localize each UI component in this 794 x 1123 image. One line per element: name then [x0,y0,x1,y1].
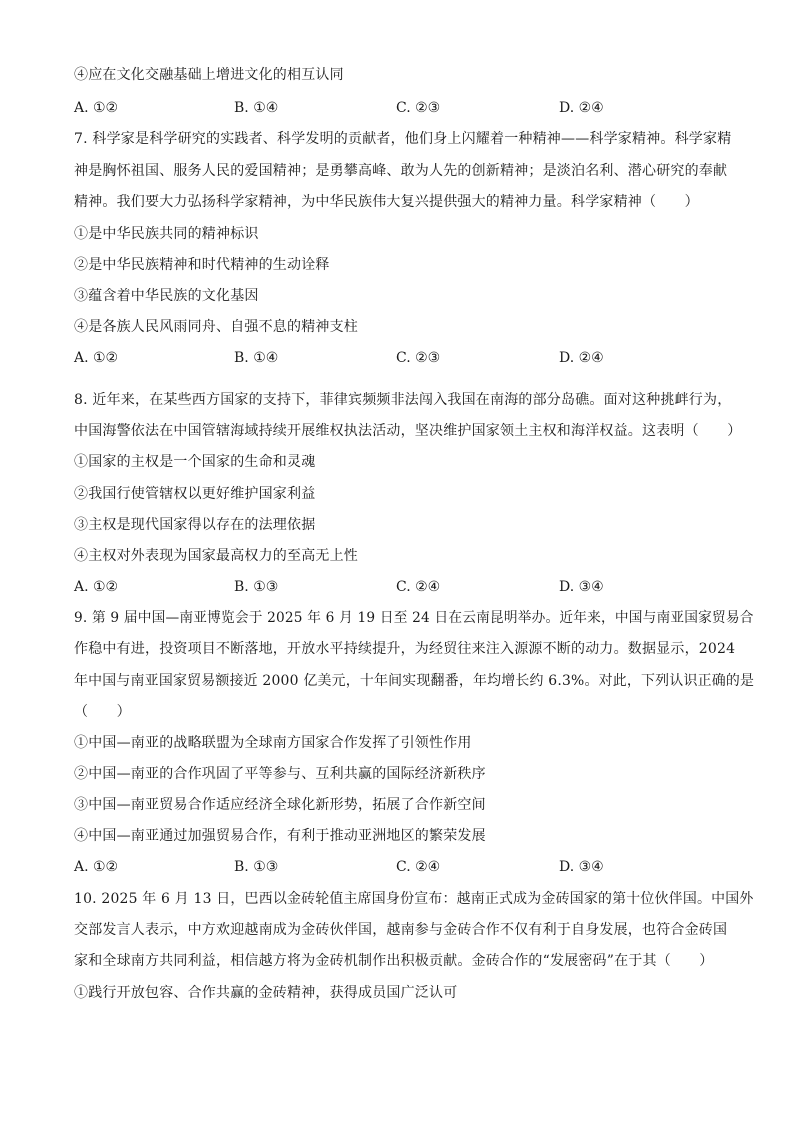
q8-item-3: ③主权是现代国家得以存在的法理依据 [74,517,316,533]
q7-option-a: A. ①② [74,350,119,366]
q10-stem-line-2: 交部发言人表示，中方欢迎越南成为金砖伙伴国，越南参与金砖合作不仅有利于自身发展，也符合金砖国 [74,922,728,938]
q9-item-3: ③中国—南亚贸易合作适应经济全球化新形势，拓展了合作新空间 [74,797,486,813]
q6-option-b: B. ①④ [234,100,279,116]
q8-option-a: A. ①② [74,579,119,595]
q9-item-1: ①中国—南亚的战略联盟为全球南方国家合作发挥了引领性作用 [74,735,472,751]
q7-item-4: ④是各族人民风雨同舟、自强不息的精神支柱 [74,319,358,335]
q7-stem-line-3: 精神。我们要大力弘扬科学家精神，为中华民族伟大复兴提供强大的精神力量。科学家精神（ ） [74,194,699,210]
q7-option-c: C. ②③ [396,350,441,366]
q8-option-c: C. ②④ [396,579,441,595]
q9-stem-line-4: （ ） [74,704,131,720]
q9-item-2: ②中国—南亚的合作巩固了平等参与、互利共赢的国际经济新秩序 [74,766,486,782]
q7-item-3: ③蕴含着中华民族的文化基因 [74,288,259,304]
q8-stem-line-2: 中国海警依法在中国管辖海域持续开展维权执法活动，坚决维护国家领土主权和海洋权益。这表明（ ） [74,423,742,439]
q9-option-a: A. ①② [74,859,119,875]
q7-stem-line-1: 7. 科学家是科学研究的实践者、科学发明的贡献者，他们身上闪耀着一种精神——科学家精神。科学家精 [74,131,732,147]
q7-option-d: D. ②④ [559,350,604,366]
q6-option-a: A. ①② [74,100,119,116]
q9-stem-line-2: 作稳中有进，投资项目不断落地，开放水平持续提升，为经贸往来注入源源不断的动力。数据显示，2024 [74,641,736,657]
q6-item-4: ④应在文化交融基础上增进文化的相互认同 [74,67,344,83]
q8-item-4: ④主权对外表现为国家最高权力的至高无上性 [74,548,358,564]
q8-stem-line-1: 8. 近年来，在某些西方国家的支持下，菲律宾频频非法闯入我国在南海的部分岛礁。面对这种挑衅行为， [74,392,732,408]
q9-stem-line-1: 9. 第 9 届中国—南亚博览会于 2025 年 6 月 19 日至 24 日在云南昆明举办。近年来，中国与南亚国家贸易合 [74,610,754,626]
q9-stem-line-3: 年中国与南亚国家贸易额接近 2000 亿美元，十年间实现翻番，年均增长约 6.3%。对此，下列认识正确的是 [74,673,755,689]
q7-option-b: B. ①④ [234,350,279,366]
q10-stem-line-3: 家和全球南方共同利益，相信越方将为金砖机制作出积极贡献。金砖合作的“发展密码”在于其（ ） [74,953,714,969]
q8-option-b: B. ①③ [234,579,279,595]
q7-item-1: ①是中华民族共同的精神标识 [74,226,259,242]
q6-option-d: D. ②④ [559,100,604,116]
q9-option-b: B. ①③ [234,859,279,875]
q9-option-c: C. ②④ [396,859,441,875]
q8-item-1: ①国家的主权是一个国家的生命和灵魂 [74,454,316,470]
q9-item-4: ④中国—南亚通过加强贸易合作，有利于推动亚洲地区的繁荣发展 [74,828,486,844]
q6-option-c: C. ②③ [396,100,441,116]
q10-item-1: ①践行开放包容、合作共赢的金砖精神，获得成员国广泛认可 [74,985,458,1001]
q9-option-d: D. ③④ [559,859,604,875]
q7-item-2: ②是中华民族精神和时代精神的生动诠释 [74,257,330,273]
q10-stem-line-1: 10. 2025 年 6 月 13 日，巴西以金砖轮值主席国身份宣布：越南正式成为金砖国家的第十位伙伴国。中国外 [74,891,754,907]
q7-stem-line-2: 神是胸怀祖国、服务人民的爱国精神；是勇攀高峰、敢为人先的创新精神；是淡泊名利、潜心研究的奉献 [74,163,728,179]
q8-item-2: ②我国行使管辖权以更好维护国家利益 [74,486,316,502]
q8-option-d: D. ③④ [559,579,604,595]
